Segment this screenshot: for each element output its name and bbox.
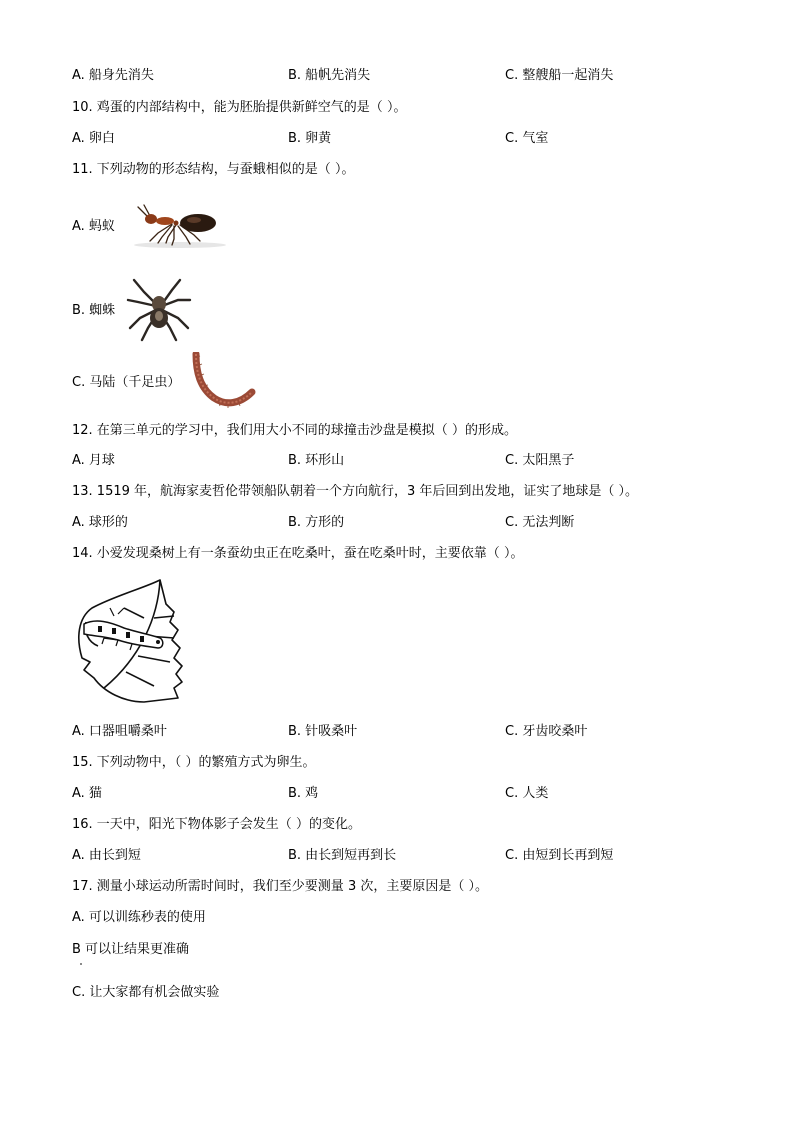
spider-icon <box>126 278 192 342</box>
q13-option-a: A. 球形的 <box>72 515 128 530</box>
q9-option-b: B. 船帆先消失 <box>288 68 371 83</box>
q12-option-a: A. 月球 <box>72 453 115 468</box>
q16-text: 16. 一天中，阳光下物体影子会发生（ ）的变化。 <box>72 817 361 832</box>
q17-option-a: A. 可以训练秒表的使用 <box>72 910 206 925</box>
q10-option-a: A. 卵白 <box>72 131 115 146</box>
q16-option-a: A. 由长到短 <box>72 848 141 863</box>
q15-option-b: B. 鸡 <box>288 786 319 801</box>
q15-option-a: A. 猫 <box>72 786 102 801</box>
q9-option-a: A. 船身先消失 <box>72 68 154 83</box>
q11-option-a: A. 蚂蚁 <box>72 219 115 234</box>
q16-option-b: B. 由长到短再到长 <box>288 848 397 863</box>
q10-text: 10. 鸡蛋的内部结构中，能为胚胎提供新鲜空气的是（ ）。 <box>72 100 407 115</box>
q12-option-b: B. 环形山 <box>288 453 345 468</box>
millipede-icon <box>188 352 256 414</box>
ant-icon <box>128 203 232 249</box>
q14-text: 14. 小爱发现桑树上有一条蚕幼虫正在吃桑叶，蚕在吃桑叶时，主要依靠（ ）。 <box>72 546 524 561</box>
q14-option-b: B. 针吸桑叶 <box>288 724 358 739</box>
q13-option-c: C. 无法判断 <box>505 515 575 530</box>
q16-option-c: C. 由短到长再到短 <box>505 848 614 863</box>
stray-dot <box>80 963 82 965</box>
q12-text: 12. 在第三单元的学习中，我们用大小不同的球撞击沙盘是模拟（ ）的形成。 <box>72 423 517 438</box>
q11-option-c: C. 马陆（千足虫） <box>72 375 181 390</box>
q11-option-b: B. 蜘蛛 <box>72 303 116 318</box>
q14-option-a: A. 口器咀嚼桑叶 <box>72 724 167 739</box>
q15-text: 15. 下列动物中，（ ）的繁殖方式为卵生。 <box>72 755 316 770</box>
q17-text: 17. 测量小球运动所需时间时，我们至少要测量 3 次，主要原因是（ ）。 <box>72 879 488 894</box>
silkworm-on-leaf-icon <box>74 578 186 708</box>
q9-option-c: C. 整艘船一起消失 <box>505 68 614 83</box>
q13-option-b: B. 方形的 <box>288 515 345 530</box>
q10-option-b: B. 卵黄 <box>288 131 332 146</box>
q11-text: 11. 下列动物的形态结构，与蚕蛾相似的是（ ）。 <box>72 162 355 177</box>
q17-option-b: B 可以让结果更准确 <box>72 942 190 957</box>
q17-option-c: C. 让大家都有机会做实验 <box>72 985 220 1000</box>
q10-option-c: C. 气室 <box>505 131 549 146</box>
q13-text: 13. 1519 年，航海家麦哲伦带领船队朝着一个方向航行，3 年后回到出发地，证实了地球是（ ）。 <box>72 484 639 499</box>
q12-option-c: C. 太阳黑子 <box>505 453 575 468</box>
q15-option-c: C. 人类 <box>505 786 549 801</box>
q14-option-c: C. 牙齿咬桑叶 <box>505 724 588 739</box>
